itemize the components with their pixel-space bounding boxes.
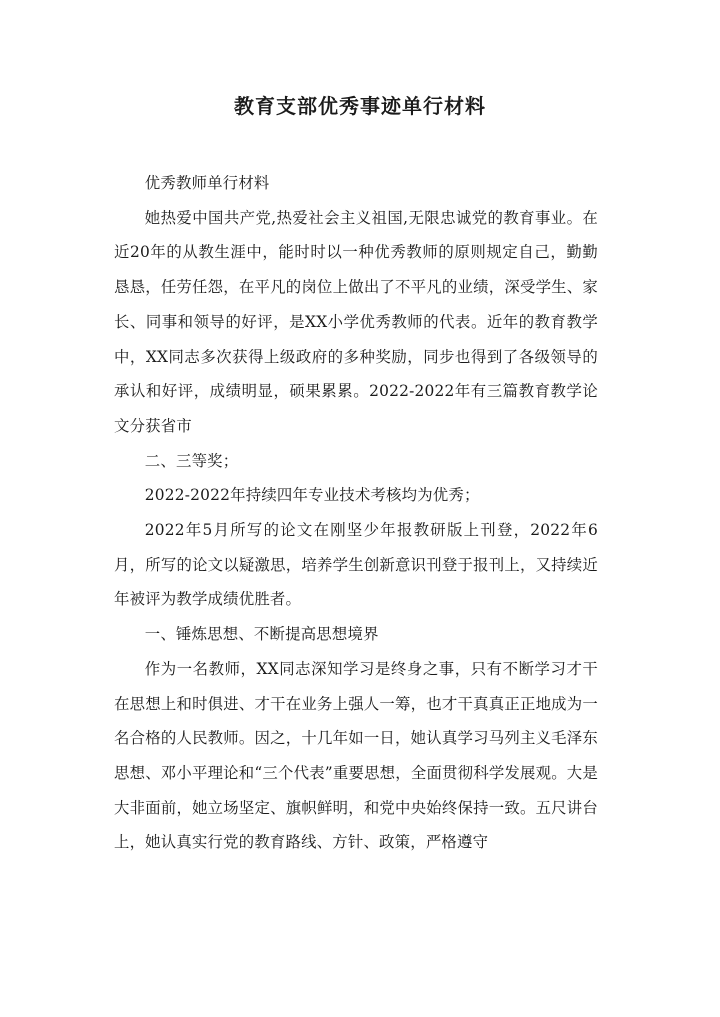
paragraph-learning: 作为一名教师，XX同志深知学习是终身之事，只有不断学习才干在思想上和时俱进、才干在业务上强人一筹，也才干真真正正地成为一名合格的人民教师。因之，十几年如一日，她认真学习马列主义毛泽东思想、邓小平理论和“三个代表”重要思想，全面贯彻科学发展观。大是大非面前，她立场坚定、旗帜鲜明，和党中央始终保持一致。五尺讲台上，她认真实行党的教育路线、方针、政策，严格遵守: [114, 659, 598, 852]
paragraph-publications: 2022年5月所写的论文在刚坚少年报教研版上刊登，2022年6月，所写的论文以疑激思，培养学生创新意识刊登于报刊上，又持续近年被评为教学成绩优胜者。: [114, 521, 598, 609]
paragraph-introduction: 她热爱中国共产党,热爱社会主义祖国,无限忠诚党的教育事业。在近20年的从教生涯中，能时时以一种优秀教师的原则规定自己，勤勤恳恳，任劳任怨，在平凡的岗位上做出了不平凡的业绩，深受学生、家长、同事和领导的好评，是XX小学优秀教师的代表。近年的教育教学中，XX同志多次获得上级政府的多种奖励，同步也得到了各级领导的承认和好评，成绩明显，硕果累累。2022-2022年有三篇教育教学论文分获省市: [114, 208, 598, 435]
document-title: 教育支部优秀事迹单行材料: [234, 94, 486, 118]
document-body: [114, 166, 598, 860]
section-heading-ideology: 一、锤炼思想、不断提高思想境界: [144, 625, 379, 644]
paragraph-assessment: 2022-2022年持续四年专业技术考核均为优秀；: [144, 486, 480, 505]
paragraph-awards-continued: 二、三等奖；: [144, 451, 239, 470]
section-heading-outstanding-teacher: 优秀教师单行材料: [144, 174, 270, 192]
